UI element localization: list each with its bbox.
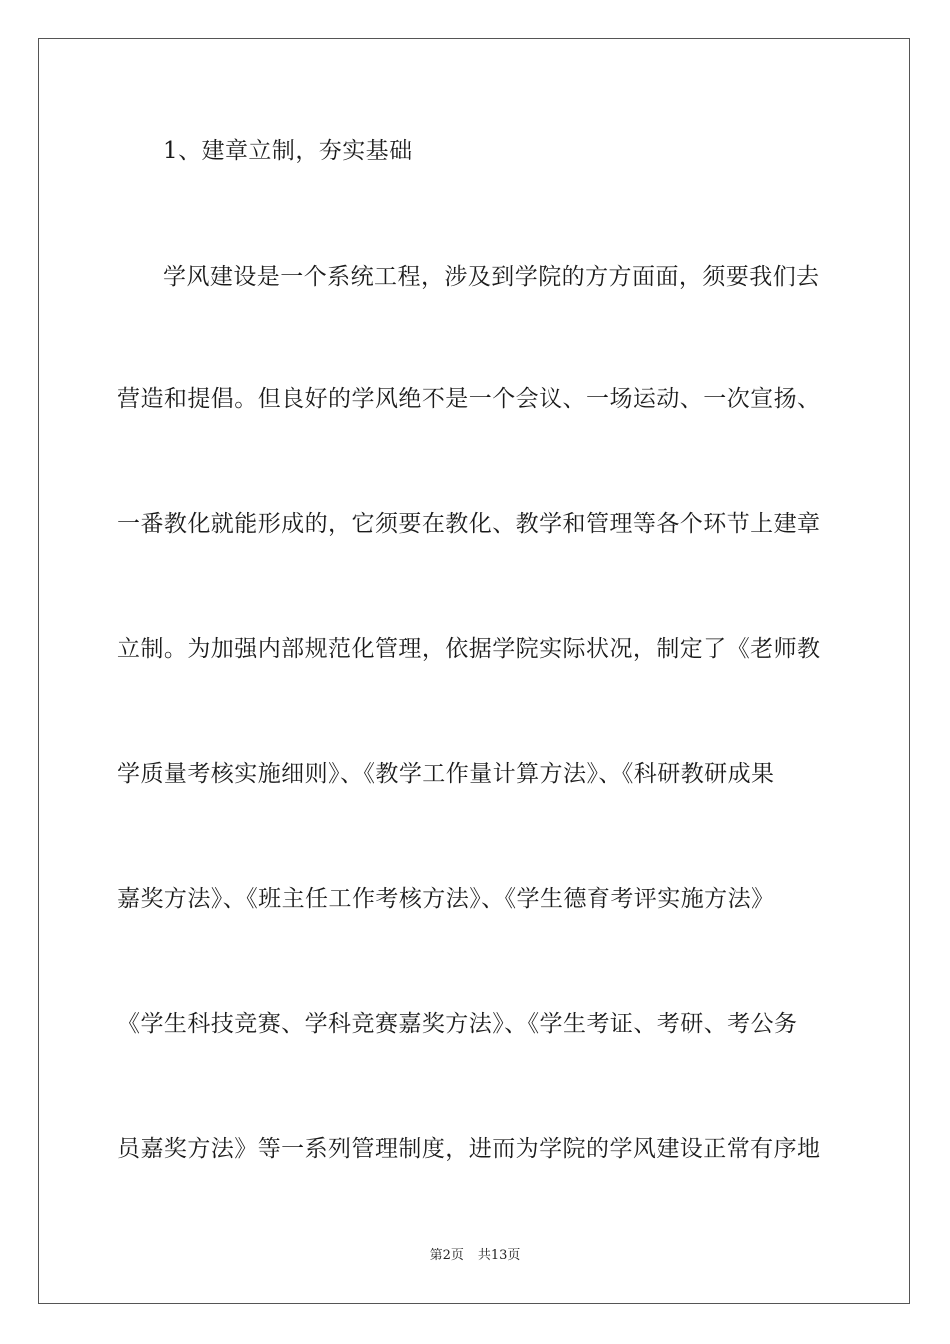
paragraph-line: 立制。为加强内部规范化管理，依据学院实际状况，制定了《老师教 [117, 636, 821, 662]
paragraph-line: 营造和提倡。但良好的学风绝不是一个会议、一场运动、一次宣扬、 [117, 386, 821, 412]
paragraph-line: 一番教化就能形成的，它须要在教化、教学和管理等各个环节上建章 [117, 511, 821, 537]
page-border [38, 38, 910, 1304]
page-number: 第2页 [429, 1248, 464, 1263]
paragraph-line: 《学生科技竞赛、学科竞赛嘉奖方法》、《学生考证、考研、考公务 [117, 1011, 798, 1037]
paragraph-line: 学风建设是一个系统工程，涉及到学院的方方面面，须要我们去 [163, 264, 820, 290]
page-footer [0, 1247, 950, 1265]
paragraph-line: 员嘉奖方法》等一系列管理制度，进而为学院的学风建设正常有序地 [117, 1136, 821, 1162]
section-heading: 1、建章立制，夯实基础 [163, 138, 413, 164]
page-total: 共13页 [477, 1248, 521, 1263]
paragraph-line: 嘉奖方法》、《班主任工作考核方法》、《学生德育考评实施方法》 [117, 886, 775, 912]
paragraph-line: 学质量考核实施细则》、《教学工作量计算方法》、《科研教研成果 [117, 761, 775, 787]
